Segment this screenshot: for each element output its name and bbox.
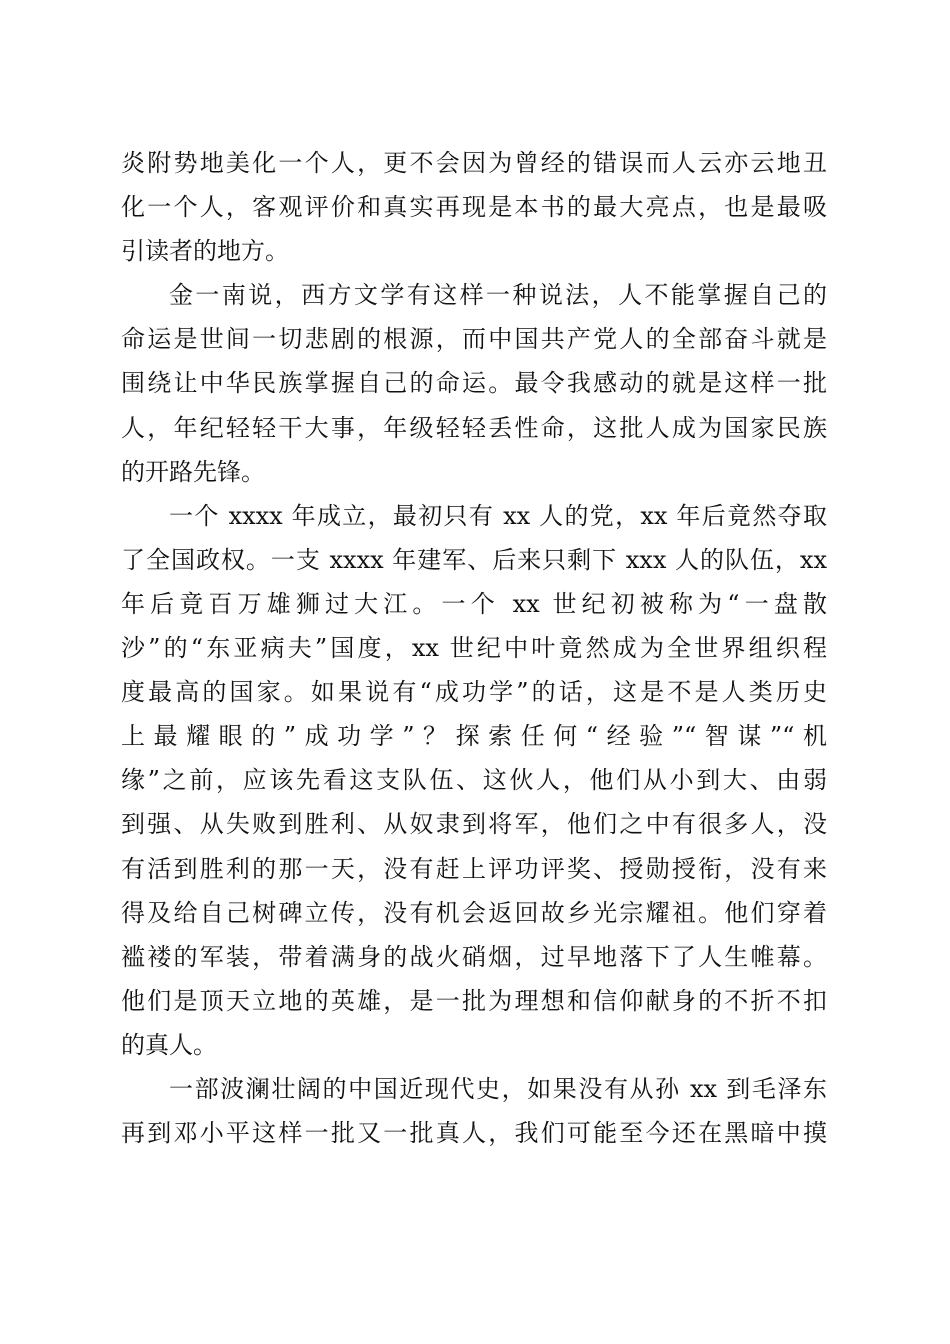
- text-line: 人，年纪轻轻干大事，年级轻轻丢性命，这批人成为国家民族: [121, 413, 827, 442]
- text-line: 褴褛的军装，带着满身的战火硝烟，过早地落下了人生帷幕。: [121, 942, 827, 971]
- text-line: 化一个人，客观评价和真实再现是本书的最大亮点，也是最吸: [121, 193, 827, 222]
- text-line: 一个 xxxx 年成立，最初只有 xx 人的党，xx 年后竟然夺取: [169, 501, 827, 530]
- document-page: [121, 141, 827, 1155]
- text-line: 的真人。: [121, 1030, 217, 1059]
- text-line: 围绕让中华民族掌握自己的命运。最令我感动的就是这样一批: [121, 369, 827, 398]
- paragraph-4: [121, 1067, 827, 1155]
- text-line: 到强、从失败到胜利、从奴隶到将军，他们之中有很多人，没: [121, 810, 827, 839]
- text-line: 沙”的“东亚病夫”国度，xx 世纪中叶竟然成为全世界组织程: [121, 634, 827, 663]
- text-line: 得及给自己树碑立传，没有机会返回故乡光宗耀祖。他们穿着: [121, 898, 827, 927]
- text-line: 引读者的地方。: [121, 237, 289, 266]
- text-line: 金一南说，西方文学有这样一种说法，人不能掌握自己的: [169, 281, 827, 310]
- paragraph-3: [121, 494, 827, 1067]
- text-line: 的开路先锋。: [121, 457, 265, 486]
- text-line: 命运是世间一切悲剧的根源，而中国共产党人的全部奋斗就是: [121, 325, 827, 354]
- text-line: 再到邓小平这样一批又一批真人，我们可能至今还在黑暗中摸: [121, 1119, 827, 1148]
- text-line: 有活到胜利的那一天，没有赶上评功评奖、授勋授衔，没有来: [121, 854, 827, 883]
- text-line: 上最耀眼的”成功学”？探索任何“经验”“智谋”“机: [121, 722, 827, 751]
- text-line: 炎附势地美化一个人，更不会因为曾经的错误而人云亦云地丑: [121, 149, 827, 177]
- paragraph-1: [121, 141, 827, 273]
- text-line: 度最高的国家。如果说有“成功学”的话，这是不是人类历史: [121, 678, 827, 707]
- text-line: 他们是顶天立地的英雄，是一批为理想和信仰献身的不折不扣: [121, 986, 827, 1015]
- text-line: 缘”之前，应该先看这支队伍、这伙人，他们从小到大、由弱: [121, 766, 827, 795]
- text-line: 一部波澜壮阔的中国近现代史，如果没有从孙 xx 到毛泽东: [169, 1074, 827, 1103]
- text-line: 了全国政权。一支 xxxx 年建军、后来只剩下 xxx 人的队伍，xx: [121, 545, 827, 574]
- text-line: 年后竟百万雄狮过大江。一个 xx 世纪初被称为“一盘散: [121, 589, 827, 618]
- paragraph-2: [121, 273, 827, 493]
